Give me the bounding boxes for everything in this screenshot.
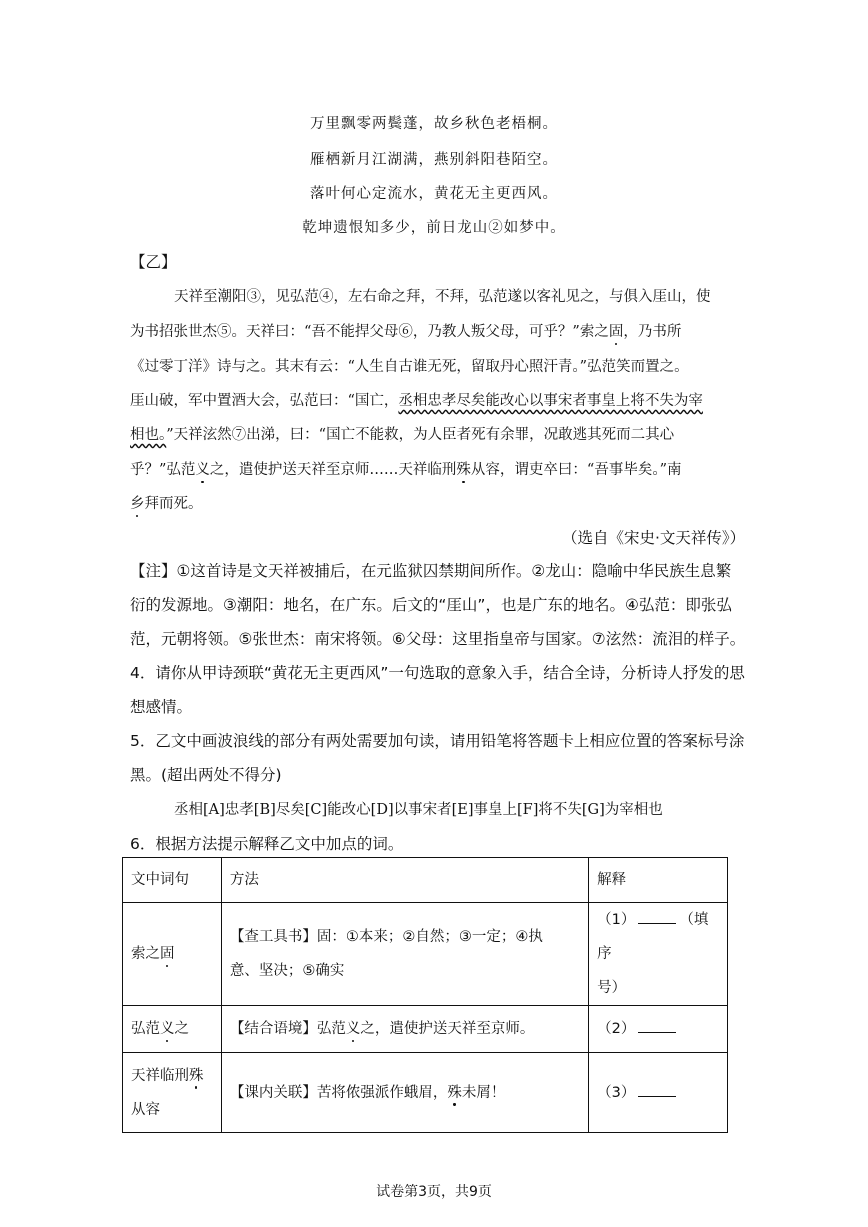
poem-line-1: 万里飘零两鬓蓬，故乡秋色老梧桐。 [310, 116, 558, 132]
row-3-method: 【课内关联】苦将侬强派作蛾眉，殊未屑！ [221, 1053, 588, 1133]
row-2-answer: （2） [589, 1006, 728, 1053]
method-table [122, 857, 728, 1133]
page-footer: 试卷第3页，共9页 [376, 1184, 492, 1200]
yi-passage-line-2: 为书招张世杰⑤。天祥曰：“吾不能捍父母⑥，乃教人叛父母，可乎？”索之固，乃书所 [130, 324, 682, 340]
yi-passage-line-6: 乎？”弘范义之，遣使护送天祥至京师……天祥临刑殊从容，谓吏卒曰：“吾事毕矣。”南 [130, 462, 682, 478]
table-row [123, 1006, 728, 1053]
dotted-word-gu: 固 [608, 324, 624, 340]
question-6-prompt: 6．根据方法提示解释乙文中加点的词。 [130, 835, 404, 853]
source-citation: （选自《宋史·文天祥传》） [562, 529, 746, 547]
answer-blank-1[interactable] [638, 909, 676, 924]
row-1-method: 【查工具书】固：①本来；②自然；③一定；④执 意、坚决；⑤确实 [221, 903, 588, 1006]
dotted-word-yi: 义 [160, 1021, 175, 1037]
row-3-answer: （3） [589, 1053, 728, 1133]
yi-passage-line-3: 《过零丁洋》诗与之。其末有云：“人生自古谁无死，留取丹心照汗青。”弘范笑而置之。 [130, 359, 689, 375]
row-2-phrase: 弘范义之 [123, 1006, 222, 1053]
dotted-word-xiang: 乡 [130, 496, 145, 512]
dotted-word-yi: 义 [195, 462, 210, 478]
row-1-phrase: 索之固 [123, 903, 222, 1006]
yi-heading: 【乙】 [130, 253, 177, 271]
poem-line-3: 落叶何心定流水，黄花无主更西风。 [310, 186, 558, 202]
notes-line-1: 【注】①这首诗是文天祥被捕后，在元监狱囚禁期间所作。②龙山：隐喻中华民族生息繁 [130, 562, 732, 580]
question-5-line-1: 5．乙文中画波浪线的部分有两处需要加句读，请用铅笔将答题卡上相应位置的答案标号涂 [130, 732, 745, 750]
question-4-line-2: 想感情。 [130, 698, 193, 716]
header-method: 方法 [221, 858, 588, 903]
dotted-word-shu: 殊 [456, 462, 471, 478]
table-header-row [123, 858, 728, 903]
yi-passage-line-7: 乡拜而死。 [130, 496, 203, 512]
yi-passage-line-1: 天祥至潮阳③，见弘范④，左右命之拜，不拜，弘范遂以客礼见之，与俱入厓山，使 [174, 289, 711, 305]
notes-line-2: 衍的发源地。③潮阳：地名，在广东。后文的“厓山”，也是广东的地名。④弘范：即张弘 [130, 596, 732, 614]
poem-line-2: 雁栖新月江湖满，燕别斜阳巷陌空。 [310, 152, 558, 168]
dotted-word-shu: 殊 [447, 1084, 462, 1101]
dotted-word-shu: 殊 [189, 1067, 204, 1084]
poem-line-4: 乾坤遗恨知多少，前日龙山②如梦中。 [302, 220, 566, 236]
wavy-underline-part-2: 相也。 [130, 427, 167, 443]
wavy-underline-part-1: 丞相忠孝尽矣能改心以事宋者事皇上将不失为宰 [398, 393, 703, 409]
row-1-answer: （1） （填序 号） [589, 903, 728, 1006]
question-4-line-1: 4．请你从甲诗颈联“黄花无主更西风”一句选取的意象入手，结合全诗，分析诗人抒发的思 [130, 664, 745, 682]
row-3-phrase: 天祥临刑殊 从容 [123, 1053, 222, 1133]
answer-blank-2[interactable] [638, 1018, 676, 1033]
question-5-line-2: 黑。(超出两处不得分) [130, 766, 282, 784]
yi-passage-line-4: 厓山破，军中置酒大会，弘范曰：“国亡，丞相忠孝尽矣能改心以事宋者事皇上将不失为宰 [130, 393, 703, 409]
table-row [123, 903, 728, 1006]
row-2-method: 【结合语境】弘范义之，遣使护送天祥至京师。 [221, 1006, 588, 1053]
yi-passage-line-5: 相也。”天祥泫然⑦出涕，曰：“国亡不能救，为人臣者死有余罪，况敢逃其死而二其心 [130, 427, 675, 443]
dotted-word-yi: 义 [345, 1021, 361, 1037]
header-phrase: 文中词句 [123, 858, 222, 903]
dotted-word-gu: 固 [160, 946, 175, 962]
header-answer: 解释 [589, 858, 728, 903]
question-5-options: 丞相[A]忠孝[B]尽矣[C]能改心[D]以事宋者[E]事皇上[F]将不失[G]为宰相也 [174, 802, 663, 818]
table-row [123, 1053, 728, 1133]
answer-blank-3[interactable] [638, 1082, 676, 1097]
notes-line-3: 范，元朝将领。⑤张世杰：南宋将领。⑥父母：这里指皇帝与国家。⑦泫然：流泪的样子。 [130, 630, 746, 648]
